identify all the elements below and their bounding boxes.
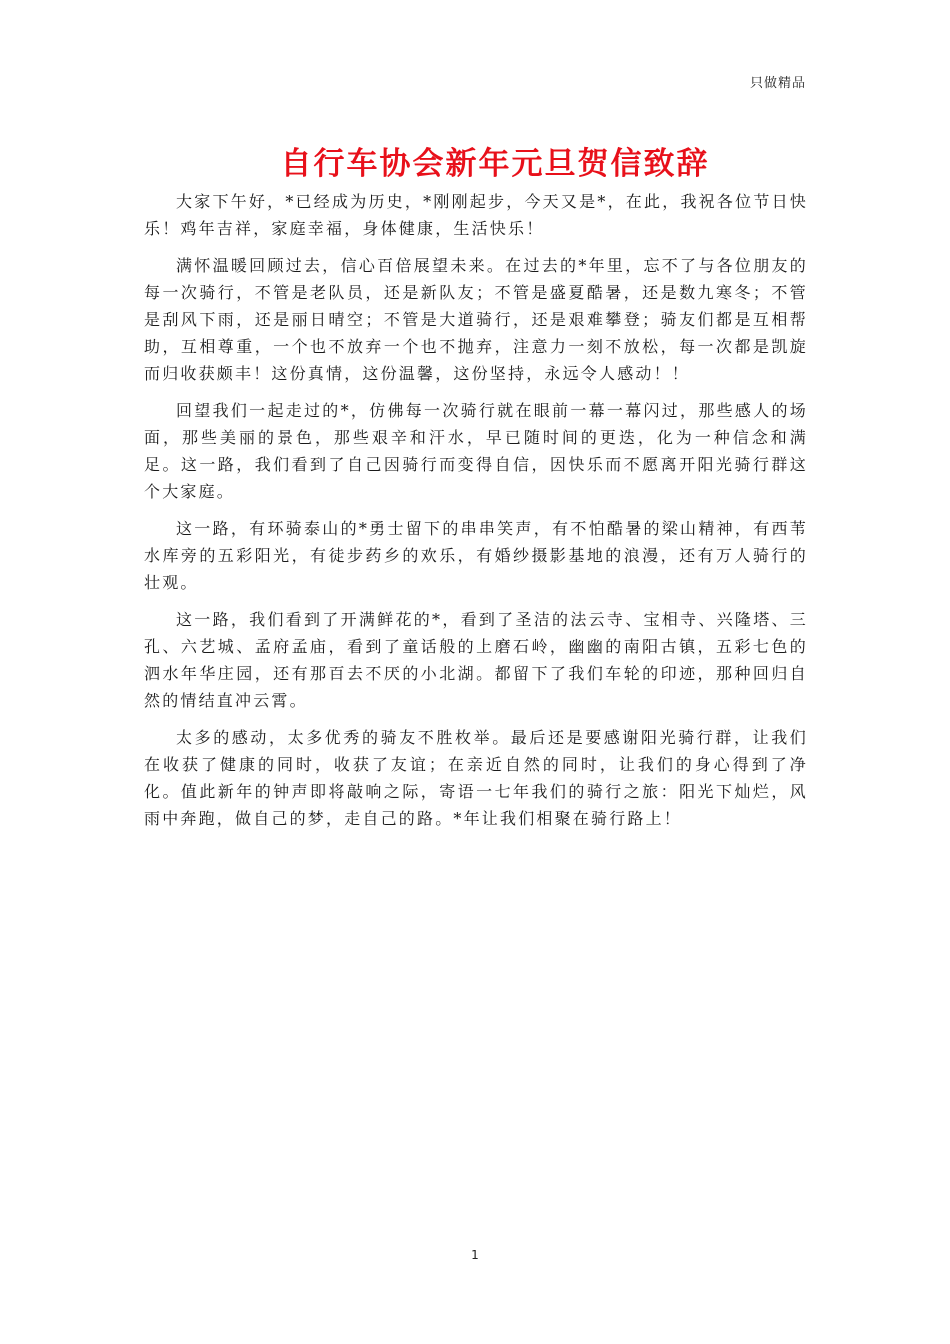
paragraph-1: 大家下午好，*已经成为历史，*刚刚起步，今天又是*，在此，我祝各位节日快乐！鸡年吉祥，家庭幸福，身体健康，生活快乐！ [144, 192, 808, 238]
paragraph-4: 这一路，有环骑泰山的*勇士留下的串串笑声，有不怕酷暑的梁山精神，有西苇水库旁的五彩阳光，有徒步药乡的欢乐，有婚纱摄影基地的浪漫，还有万人骑行的壮观。 [144, 519, 808, 592]
paragraph-3: 回望我们一起走过的*，仿佛每一次骑行就在眼前一幕一幕闪过，那些感人的场面，那些美丽的景色，那些艰辛和汗水，早已随时间的更迭，化为一种信念和满足。这一路，我们看到了自己因骑行而变得自信，因快乐而不愿离开阳光骑行群这个大家庭。 [144, 401, 808, 501]
page-number: 1 [471, 1248, 479, 1262]
paragraph-6: 太多的感动，太多优秀的骑友不胜枚举。最后还是要感谢阳光骑行群，让我们在收获了健康的同时，收获了友谊；在亲近自然的同时，让我们的身心得到了净化。值此新年的钟声即将敲响之际，寄语一七年我们的骑行之旅：阳光下灿烂，风雨中奔跑，做自己的梦，走自己的路。*年让我们相聚在骑行路上！ [144, 728, 808, 828]
paragraph-5: 这一路，我们看到了开满鲜花的*，看到了圣洁的法云寺、宝相寺、兴隆塔、三孔、六艺城、孟府孟庙，看到了童话般的上磨石岭，幽幽的南阳古镇，五彩七色的泗水年华庄园，还有那百去不厌的小北湖。都留下了我们车轮的印迹，那种回归自然的情结直冲云霄。 [144, 610, 808, 710]
paragraph-2: 满怀温暖回顾过去，信心百倍展望未来。在过去的*年里，忘不了与各位朋友的每一次骑行，不管是老队员，还是新队友；不管是盛夏酷暑，还是数九寒冬；不管是刮风下雨，还是丽日晴空；不管是大道骑行，还是艰难攀登；骑友们都是互相帮助，互相尊重，一个也不放弃一个也不抛弃，注意力一刻不放松，每一次都是凯旋而归收获颇丰！这份真情，这份温馨，这份坚持，永远令人感动！！ [144, 256, 808, 383]
document-body [144, 188, 808, 842]
header-note: 只做精品 [749, 76, 806, 91]
document-title: 自行车协会新年元旦贺信致辞 [280, 146, 710, 182]
